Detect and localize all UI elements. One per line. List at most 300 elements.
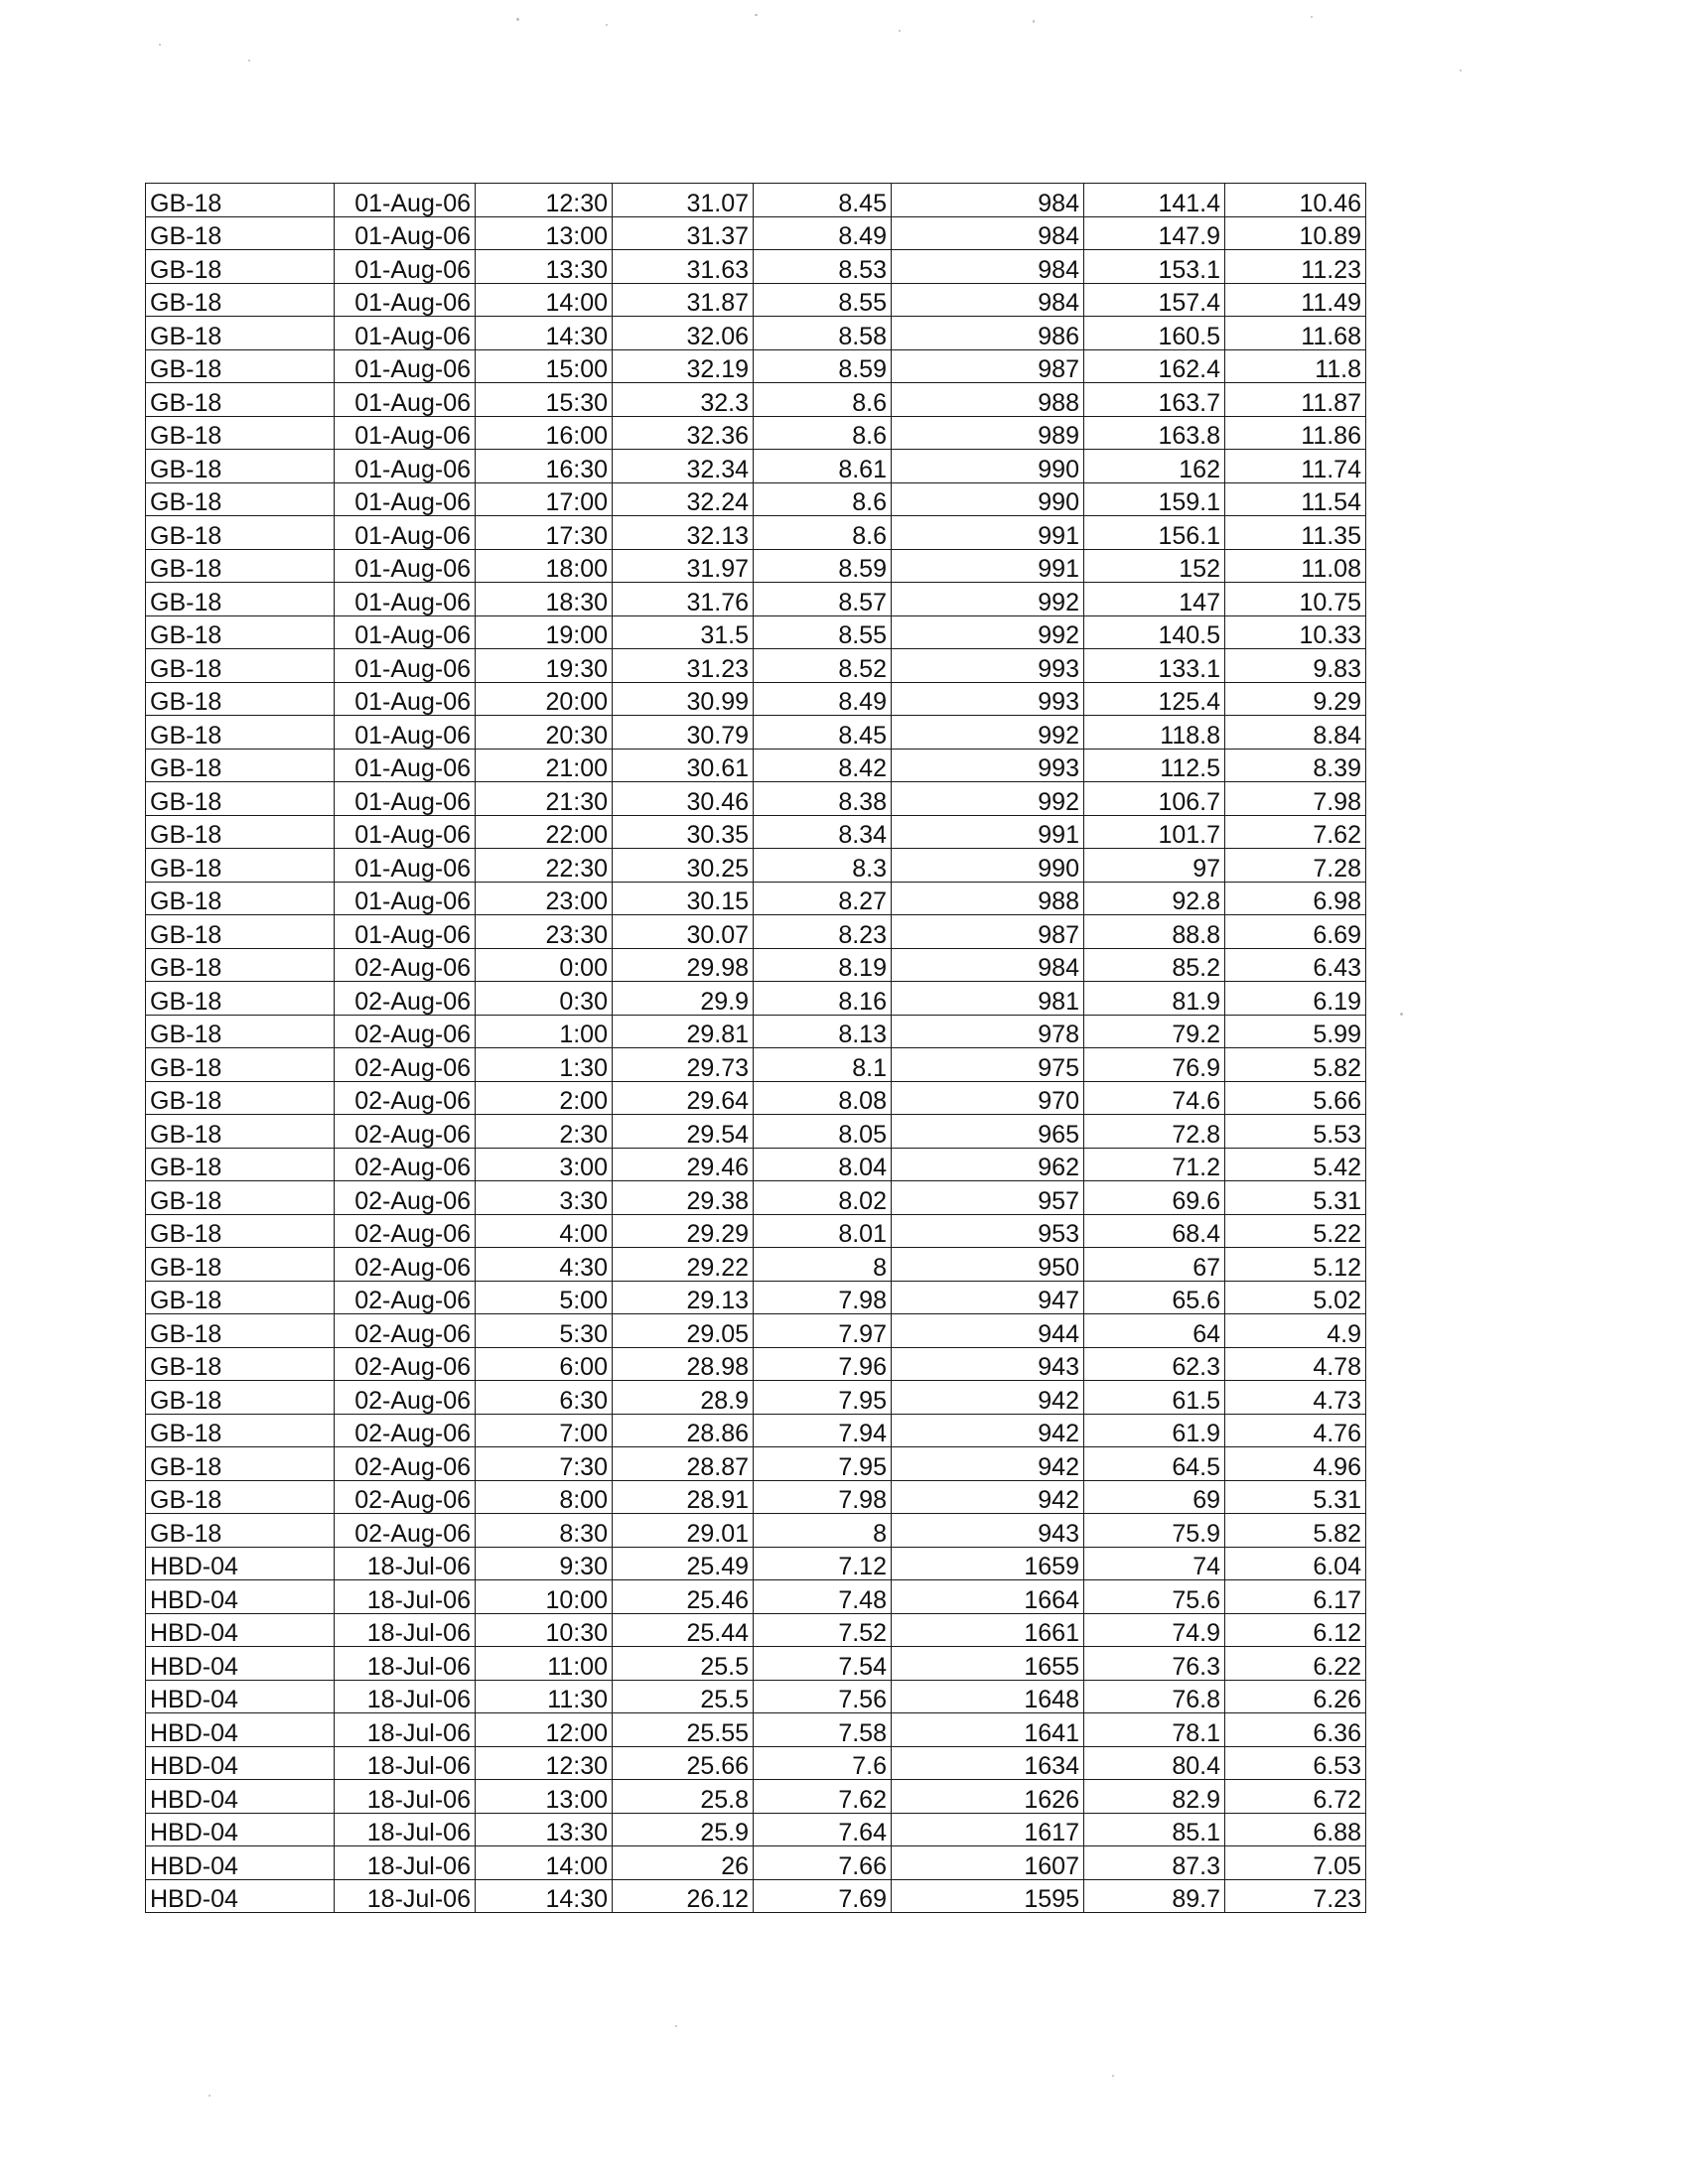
value-5-cell: 10.33 [1225,615,1366,649]
value-3-cell: 1648 [892,1680,1084,1713]
value-4-cell: 133.1 [1084,649,1225,683]
value-4-cell: 89.7 [1084,1879,1225,1913]
station-id-cell: GB-18 [146,349,335,383]
date-cell: 02-Aug-06 [335,1015,476,1048]
station-id-cell: GB-18 [146,184,335,217]
time-cell: 4:00 [476,1214,613,1248]
time-cell: 2:30 [476,1115,613,1149]
value-1-cell: 29.13 [613,1281,754,1314]
value-5-cell: 9.83 [1225,649,1366,683]
value-1-cell: 29.05 [613,1314,754,1348]
value-5-cell: 4.96 [1225,1447,1366,1481]
value-4-cell: 72.8 [1084,1115,1225,1149]
value-1-cell: 28.9 [613,1381,754,1415]
value-1-cell: 25.5 [613,1647,754,1681]
station-id-cell: HBD-04 [146,1680,335,1713]
value-2-cell: 8.6 [754,516,892,550]
value-2-cell: 8.49 [754,216,892,250]
value-5-cell: 7.23 [1225,1879,1366,1913]
table-row [146,1248,1366,1282]
value-4-cell: 79.2 [1084,1015,1225,1048]
table-row [146,583,1366,616]
value-4-cell: 75.6 [1084,1580,1225,1614]
value-1-cell: 25.8 [613,1780,754,1814]
date-cell: 18-Jul-06 [335,1680,476,1713]
value-1-cell: 32.34 [613,450,754,483]
value-5-cell: 6.72 [1225,1780,1366,1814]
station-id-cell: GB-18 [146,915,335,949]
date-cell: 02-Aug-06 [335,1314,476,1348]
station-id-cell: GB-18 [146,549,335,583]
value-5-cell: 6.12 [1225,1613,1366,1647]
value-2-cell: 7.58 [754,1713,892,1747]
station-id-cell: GB-18 [146,1115,335,1149]
value-2-cell: 8.58 [754,317,892,350]
value-2-cell: 8.45 [754,716,892,750]
value-1-cell: 32.13 [613,516,754,550]
value-1-cell: 32.06 [613,317,754,350]
station-id-cell: GB-18 [146,1381,335,1415]
value-1-cell: 31.5 [613,615,754,649]
time-cell: 10:30 [476,1613,613,1647]
value-3-cell: 986 [892,317,1084,350]
value-1-cell: 25.44 [613,1613,754,1647]
measurement-table [145,183,1366,1913]
value-2-cell: 8.3 [754,849,892,883]
date-cell: 01-Aug-06 [335,915,476,949]
table-row [146,1480,1366,1514]
value-5-cell: 11.23 [1225,250,1366,284]
station-id-cell: GB-18 [146,1514,335,1548]
value-2-cell: 8.13 [754,1015,892,1048]
value-2-cell: 8.04 [754,1148,892,1181]
value-2-cell: 7.66 [754,1846,892,1880]
table-row [146,1580,1366,1614]
value-5-cell: 5.31 [1225,1480,1366,1514]
date-cell: 02-Aug-06 [335,1248,476,1282]
station-id-cell: HBD-04 [146,1813,335,1846]
station-id-cell: GB-18 [146,317,335,350]
value-2-cell: 7.95 [754,1381,892,1415]
date-cell: 18-Jul-06 [335,1746,476,1780]
value-4-cell: 147.9 [1084,216,1225,250]
value-2-cell: 8 [754,1248,892,1282]
value-5-cell: 10.75 [1225,583,1366,616]
value-2-cell: 7.98 [754,1480,892,1514]
value-4-cell: 61.9 [1084,1414,1225,1447]
value-5-cell: 11.08 [1225,549,1366,583]
value-3-cell: 1659 [892,1547,1084,1580]
time-cell: 3:30 [476,1181,613,1215]
value-4-cell: 76.3 [1084,1647,1225,1681]
value-3-cell: 943 [892,1514,1084,1548]
station-id-cell: GB-18 [146,749,335,782]
station-id-cell: GB-18 [146,1048,335,1082]
value-5-cell: 5.99 [1225,1015,1366,1048]
value-3-cell: 990 [892,450,1084,483]
value-1-cell: 25.49 [613,1547,754,1580]
table-row [146,1314,1366,1348]
station-id-cell: HBD-04 [146,1647,335,1681]
value-5-cell: 8.39 [1225,749,1366,782]
value-1-cell: 29.38 [613,1181,754,1215]
station-id-cell: GB-18 [146,1248,335,1282]
date-cell: 18-Jul-06 [335,1647,476,1681]
value-3-cell: 993 [892,749,1084,782]
value-2-cell: 8.57 [754,583,892,616]
value-3-cell: 993 [892,649,1084,683]
table-row [146,1647,1366,1681]
value-4-cell: 64.5 [1084,1447,1225,1481]
value-2-cell: 7.52 [754,1613,892,1647]
value-3-cell: 953 [892,1214,1084,1248]
value-3-cell: 1634 [892,1746,1084,1780]
date-cell: 01-Aug-06 [335,815,476,849]
value-3-cell: 1607 [892,1846,1084,1880]
value-2-cell: 8.59 [754,549,892,583]
station-id-cell: GB-18 [146,1214,335,1248]
table-row [146,216,1366,250]
station-id-cell: GB-18 [146,1148,335,1181]
value-5-cell: 11.54 [1225,482,1366,516]
value-1-cell: 26.12 [613,1879,754,1913]
date-cell: 18-Jul-06 [335,1780,476,1814]
date-cell: 02-Aug-06 [335,1148,476,1181]
station-id-cell: GB-18 [146,782,335,816]
value-4-cell: 76.8 [1084,1680,1225,1713]
value-4-cell: 71.2 [1084,1148,1225,1181]
time-cell: 0:30 [476,982,613,1016]
time-cell: 19:00 [476,615,613,649]
value-3-cell: 988 [892,882,1084,915]
time-cell: 17:30 [476,516,613,550]
time-cell: 0:00 [476,948,613,982]
value-5-cell: 7.28 [1225,849,1366,883]
time-cell: 14:30 [476,317,613,350]
time-cell: 1:30 [476,1048,613,1082]
date-cell: 01-Aug-06 [335,482,476,516]
value-4-cell: 64 [1084,1314,1225,1348]
table-row [146,815,1366,849]
table-row [146,1514,1366,1548]
value-4-cell: 81.9 [1084,982,1225,1016]
time-cell: 18:00 [476,549,613,583]
time-cell: 6:00 [476,1347,613,1381]
date-cell: 01-Aug-06 [335,317,476,350]
value-4-cell: 75.9 [1084,1514,1225,1548]
station-id-cell: GB-18 [146,849,335,883]
value-5-cell: 11.8 [1225,349,1366,383]
station-id-cell: GB-18 [146,1181,335,1215]
value-3-cell: 942 [892,1381,1084,1415]
value-2-cell: 8.1 [754,1048,892,1082]
time-cell: 8:00 [476,1480,613,1514]
table-row [146,1547,1366,1580]
value-5-cell: 5.82 [1225,1048,1366,1082]
value-4-cell: 65.6 [1084,1281,1225,1314]
value-1-cell: 32.24 [613,482,754,516]
table-row [146,1713,1366,1747]
value-1-cell: 25.5 [613,1680,754,1713]
time-cell: 16:00 [476,416,613,450]
value-2-cell: 7.56 [754,1680,892,1713]
station-id-cell: GB-18 [146,882,335,915]
value-3-cell: 990 [892,482,1084,516]
value-4-cell: 118.8 [1084,716,1225,750]
station-id-cell: GB-18 [146,1281,335,1314]
value-5-cell: 6.88 [1225,1813,1366,1846]
time-cell: 23:00 [476,882,613,915]
value-4-cell: 69.6 [1084,1181,1225,1215]
station-id-cell: GB-18 [146,482,335,516]
station-id-cell: GB-18 [146,615,335,649]
value-5-cell: 6.19 [1225,982,1366,1016]
date-cell: 01-Aug-06 [335,615,476,649]
date-cell: 02-Aug-06 [335,1414,476,1447]
date-cell: 01-Aug-06 [335,349,476,383]
station-id-cell: HBD-04 [146,1879,335,1913]
value-1-cell: 31.97 [613,549,754,583]
time-cell: 17:00 [476,482,613,516]
table-row [146,1081,1366,1115]
table-row [146,1414,1366,1447]
date-cell: 18-Jul-06 [335,1613,476,1647]
date-cell: 02-Aug-06 [335,1347,476,1381]
station-id-cell: GB-18 [146,450,335,483]
station-id-cell: GB-18 [146,516,335,550]
value-1-cell: 30.15 [613,882,754,915]
value-3-cell: 970 [892,1081,1084,1115]
value-4-cell: 140.5 [1084,615,1225,649]
table-body [146,184,1366,1913]
station-id-cell: GB-18 [146,1414,335,1447]
value-1-cell: 30.61 [613,749,754,782]
date-cell: 01-Aug-06 [335,216,476,250]
value-4-cell: 141.4 [1084,184,1225,217]
date-cell: 01-Aug-06 [335,583,476,616]
value-2-cell: 8.23 [754,915,892,949]
table-row [146,982,1366,1016]
table-row [146,1214,1366,1248]
date-cell: 01-Aug-06 [335,549,476,583]
time-cell: 8:30 [476,1514,613,1548]
value-2-cell: 7.97 [754,1314,892,1348]
date-cell: 18-Jul-06 [335,1547,476,1580]
value-5-cell: 11.35 [1225,516,1366,550]
value-1-cell: 31.76 [613,583,754,616]
date-cell: 18-Jul-06 [335,1580,476,1614]
date-cell: 01-Aug-06 [335,882,476,915]
table-row [146,1015,1366,1048]
time-cell: 20:00 [476,682,613,716]
value-3-cell: 950 [892,1248,1084,1282]
date-cell: 02-Aug-06 [335,1181,476,1215]
value-3-cell: 1655 [892,1647,1084,1681]
value-4-cell: 80.4 [1084,1746,1225,1780]
value-3-cell: 992 [892,583,1084,616]
value-3-cell: 988 [892,383,1084,417]
date-cell: 02-Aug-06 [335,982,476,1016]
value-5-cell: 5.22 [1225,1214,1366,1248]
value-2-cell: 8.52 [754,649,892,683]
value-4-cell: 78.1 [1084,1713,1225,1747]
value-3-cell: 942 [892,1447,1084,1481]
value-2-cell: 7.54 [754,1647,892,1681]
date-cell: 02-Aug-06 [335,1447,476,1481]
value-2-cell: 8.55 [754,615,892,649]
value-2-cell: 8.49 [754,682,892,716]
date-cell: 18-Jul-06 [335,1813,476,1846]
value-3-cell: 944 [892,1314,1084,1348]
value-1-cell: 28.98 [613,1347,754,1381]
value-5-cell: 6.53 [1225,1746,1366,1780]
table-row [146,482,1366,516]
value-3-cell: 947 [892,1281,1084,1314]
station-id-cell: HBD-04 [146,1613,335,1647]
value-3-cell: 991 [892,516,1084,550]
table-row [146,1613,1366,1647]
value-2-cell: 7.69 [754,1879,892,1913]
value-5-cell: 9.29 [1225,682,1366,716]
time-cell: 11:30 [476,1680,613,1713]
station-id-cell: GB-18 [146,948,335,982]
station-id-cell: GB-18 [146,1081,335,1115]
value-3-cell: 989 [892,416,1084,450]
value-2-cell: 8.6 [754,482,892,516]
value-1-cell: 25.9 [613,1813,754,1846]
time-cell: 12:30 [476,184,613,217]
value-1-cell: 25.55 [613,1713,754,1747]
value-3-cell: 991 [892,815,1084,849]
station-id-cell: HBD-04 [146,1713,335,1747]
date-cell: 01-Aug-06 [335,849,476,883]
value-2-cell: 8.34 [754,815,892,849]
value-5-cell: 6.69 [1225,915,1366,949]
value-2-cell: 7.95 [754,1447,892,1481]
value-4-cell: 87.3 [1084,1846,1225,1880]
value-3-cell: 975 [892,1048,1084,1082]
table-row [146,1281,1366,1314]
date-cell: 01-Aug-06 [335,749,476,782]
date-cell: 02-Aug-06 [335,1381,476,1415]
value-4-cell: 156.1 [1084,516,1225,550]
time-cell: 11:00 [476,1647,613,1681]
table-row [146,615,1366,649]
station-id-cell: GB-18 [146,649,335,683]
station-id-cell: GB-18 [146,250,335,284]
table-row [146,1181,1366,1215]
value-3-cell: 942 [892,1414,1084,1447]
value-3-cell: 984 [892,216,1084,250]
date-cell: 18-Jul-06 [335,1846,476,1880]
value-3-cell: 943 [892,1347,1084,1381]
value-4-cell: 162.4 [1084,349,1225,383]
time-cell: 5:00 [476,1281,613,1314]
date-cell: 01-Aug-06 [335,250,476,284]
value-3-cell: 1617 [892,1813,1084,1846]
value-5-cell: 11.86 [1225,416,1366,450]
value-1-cell: 29.29 [613,1214,754,1248]
table-row [146,1148,1366,1181]
time-cell: 7:00 [476,1414,613,1447]
value-4-cell: 88.8 [1084,915,1225,949]
value-4-cell: 147 [1084,583,1225,616]
value-1-cell: 30.79 [613,716,754,750]
value-4-cell: 61.5 [1084,1381,1225,1415]
value-4-cell: 101.7 [1084,815,1225,849]
value-4-cell: 68.4 [1084,1214,1225,1248]
value-2-cell: 8.16 [754,982,892,1016]
value-1-cell: 30.07 [613,915,754,949]
value-3-cell: 992 [892,615,1084,649]
value-1-cell: 30.35 [613,815,754,849]
value-5-cell: 7.05 [1225,1846,1366,1880]
date-cell: 01-Aug-06 [335,383,476,417]
station-id-cell: GB-18 [146,416,335,450]
time-cell: 2:00 [476,1081,613,1115]
value-1-cell: 30.46 [613,782,754,816]
value-1-cell: 31.63 [613,250,754,284]
value-5-cell: 5.82 [1225,1514,1366,1548]
table-row [146,1846,1366,1880]
value-2-cell: 7.48 [754,1580,892,1614]
value-1-cell: 26 [613,1846,754,1880]
time-cell: 12:00 [476,1713,613,1747]
date-cell: 02-Aug-06 [335,1048,476,1082]
station-id-cell: HBD-04 [146,1580,335,1614]
value-4-cell: 62.3 [1084,1347,1225,1381]
table-row [146,383,1366,417]
table-row [146,283,1366,317]
value-3-cell: 1626 [892,1780,1084,1814]
time-cell: 13:30 [476,1813,613,1846]
value-1-cell: 29.98 [613,948,754,982]
time-cell: 15:30 [476,383,613,417]
value-2-cell: 8.61 [754,450,892,483]
value-1-cell: 29.22 [613,1248,754,1282]
value-2-cell: 7.12 [754,1547,892,1580]
value-2-cell: 8.6 [754,416,892,450]
value-5-cell: 6.98 [1225,882,1366,915]
value-2-cell: 8.55 [754,283,892,317]
value-5-cell: 10.89 [1225,216,1366,250]
date-cell: 02-Aug-06 [335,1480,476,1514]
value-1-cell: 32.36 [613,416,754,450]
date-cell: 01-Aug-06 [335,682,476,716]
value-5-cell: 5.31 [1225,1181,1366,1215]
value-1-cell: 29.01 [613,1514,754,1548]
value-1-cell: 29.46 [613,1148,754,1181]
time-cell: 1:00 [476,1015,613,1048]
table-row [146,1447,1366,1481]
table-row [146,1381,1366,1415]
value-4-cell: 112.5 [1084,749,1225,782]
value-4-cell: 76.9 [1084,1048,1225,1082]
table-row [146,749,1366,782]
value-3-cell: 987 [892,915,1084,949]
value-2-cell: 8.05 [754,1115,892,1149]
value-2-cell: 8.01 [754,1214,892,1248]
table-row [146,1048,1366,1082]
value-2-cell: 8.59 [754,349,892,383]
value-2-cell: 8.53 [754,250,892,284]
time-cell: 5:30 [476,1314,613,1348]
value-3-cell: 957 [892,1181,1084,1215]
value-3-cell: 1595 [892,1879,1084,1913]
table-row [146,1115,1366,1149]
value-3-cell: 992 [892,782,1084,816]
time-cell: 13:00 [476,216,613,250]
